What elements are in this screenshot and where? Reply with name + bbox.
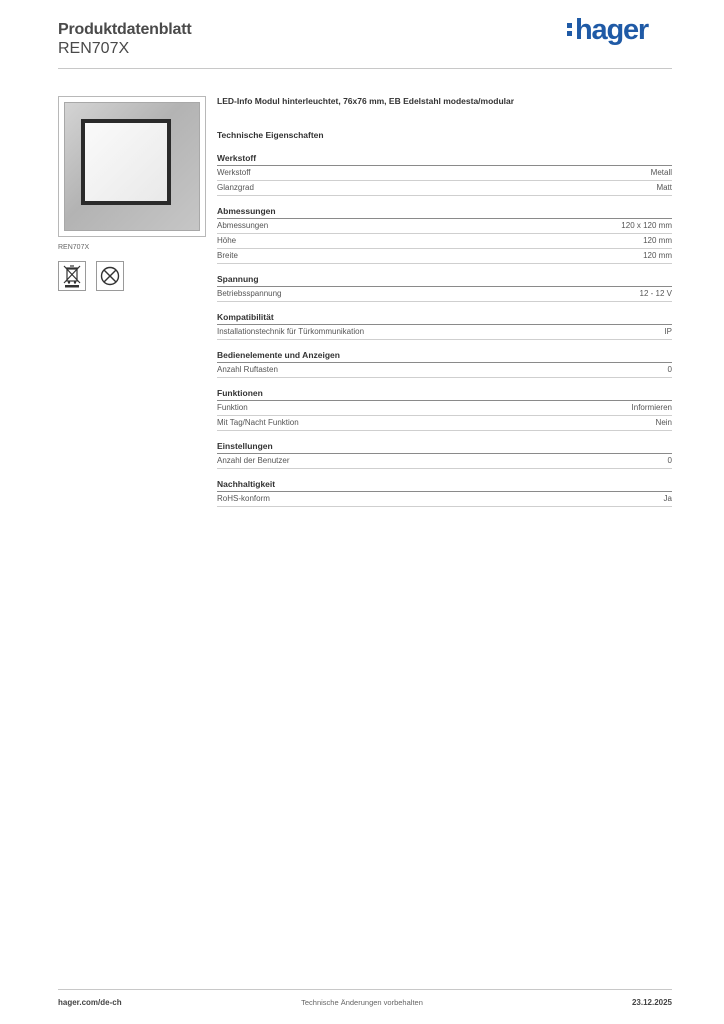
spec-label: Funktion bbox=[217, 403, 248, 412]
spec-value: Informieren bbox=[631, 403, 672, 412]
spec-value: 120 x 120 mm bbox=[621, 221, 672, 230]
footer-divider bbox=[58, 989, 672, 990]
spec-section-title: Funktionen bbox=[217, 387, 672, 401]
spec-row bbox=[217, 325, 672, 340]
footer-notice: Technische Änderungen vorbehalten bbox=[301, 998, 423, 1007]
spec-row bbox=[217, 249, 672, 264]
spec-row bbox=[217, 492, 672, 507]
spec-value: 12 - 12 V bbox=[639, 289, 672, 298]
spec-section-title: Abmessungen bbox=[217, 205, 672, 219]
spec-label: Installationstechnik für Türkommunikation bbox=[217, 327, 365, 336]
spec-row bbox=[217, 363, 672, 378]
spec-sections bbox=[217, 152, 672, 507]
hager-logo bbox=[567, 14, 648, 47]
spec-label: Breite bbox=[217, 251, 238, 260]
spec-section-title: Spannung bbox=[217, 273, 672, 287]
product-code: REN707X bbox=[58, 40, 130, 57]
header-divider bbox=[58, 68, 672, 69]
spec-row bbox=[217, 166, 672, 181]
spec-value: Nein bbox=[655, 418, 672, 427]
tech-properties-heading: Technische Eigenschaften bbox=[217, 130, 324, 140]
spec-label: Abmessungen bbox=[217, 221, 269, 230]
logo-colon-mark bbox=[567, 20, 573, 40]
spec-value: 120 mm bbox=[643, 236, 672, 245]
spec-row bbox=[217, 416, 672, 431]
spec-label: Anzahl der Benutzer bbox=[217, 456, 290, 465]
spec-value: 0 bbox=[667, 365, 672, 374]
footer-website: hager.com/de-ch bbox=[58, 998, 122, 1007]
spec-label: Betriebsspannung bbox=[217, 289, 282, 298]
spec-label: Anzahl Ruftasten bbox=[217, 365, 278, 374]
spec-row bbox=[217, 234, 672, 249]
spec-row bbox=[217, 287, 672, 302]
spec-section-title: Bedienelemente und Anzeigen bbox=[217, 349, 672, 363]
spec-value: IP bbox=[664, 327, 672, 336]
spec-section bbox=[217, 205, 672, 264]
circle-x-lamp-icon bbox=[96, 261, 124, 291]
spec-section bbox=[217, 152, 672, 196]
product-led-window bbox=[81, 119, 171, 205]
spec-row bbox=[217, 219, 672, 234]
logo-text: hager bbox=[575, 14, 648, 46]
spec-section bbox=[217, 387, 672, 431]
spec-section bbox=[217, 273, 672, 302]
spec-label: Mit Tag/Nacht Funktion bbox=[217, 418, 299, 427]
spec-row bbox=[217, 401, 672, 416]
spec-section-title: Werkstoff bbox=[217, 152, 672, 166]
specification-content bbox=[217, 94, 672, 516]
spec-label: Werkstoff bbox=[217, 168, 251, 177]
spec-section-title: Nachhaltigkeit bbox=[217, 478, 672, 492]
spec-section bbox=[217, 311, 672, 340]
spec-label: Glanzgrad bbox=[217, 183, 254, 192]
spec-value: Matt bbox=[656, 183, 672, 192]
spec-section bbox=[217, 349, 672, 378]
page-title: Produktdatenblatt bbox=[58, 21, 192, 38]
spec-value: 0 bbox=[667, 456, 672, 465]
spec-label: Höhe bbox=[217, 236, 237, 245]
product-image-caption: REN707X bbox=[58, 244, 90, 251]
spec-row bbox=[217, 181, 672, 196]
spec-value: 120 mm bbox=[643, 251, 672, 260]
spec-section bbox=[217, 440, 672, 469]
spec-section-title: Kompatibilität bbox=[217, 311, 672, 325]
weee-crossed-bin-icon bbox=[58, 261, 86, 291]
product-description: LED-Info Modul hinterleuchtet, 76x76 mm, EB Edelstahl modesta/modular bbox=[217, 96, 515, 106]
footer-date: 23.12.2025 bbox=[631, 998, 672, 1007]
spec-section-title: Einstellungen bbox=[217, 440, 672, 454]
spec-value: Ja bbox=[663, 494, 672, 503]
spec-value: Metall bbox=[650, 168, 672, 177]
spec-section bbox=[217, 478, 672, 507]
product-image bbox=[58, 96, 206, 237]
spec-label: RoHS-konform bbox=[217, 494, 270, 503]
spec-row bbox=[217, 454, 672, 469]
